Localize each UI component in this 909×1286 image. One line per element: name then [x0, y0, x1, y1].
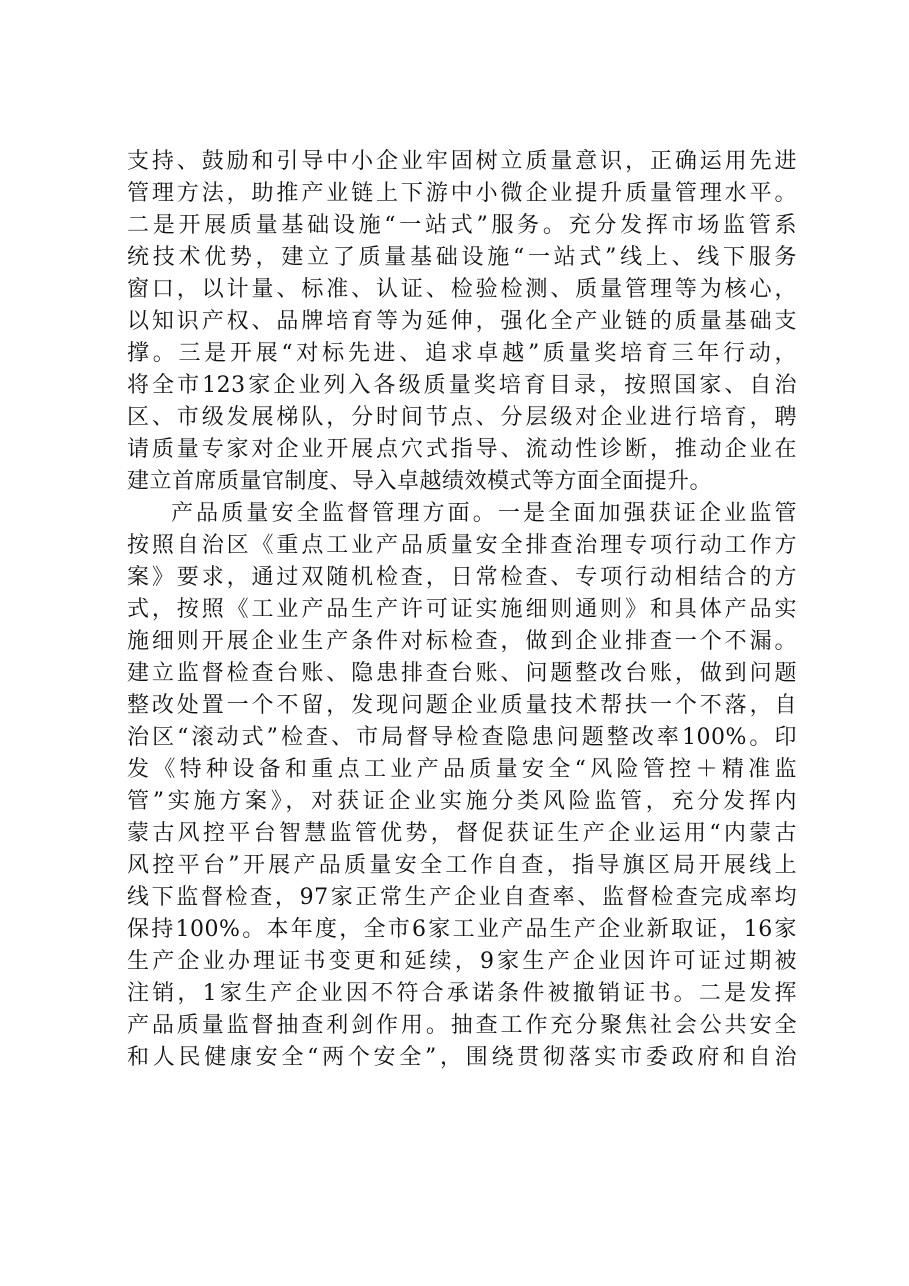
text-line: 生产企业办理证书变更和延续，9家生产企业因许可证过期被: [127, 949, 797, 974]
text-line: 窗口，以计量、标准、认证、检验检测、质量管理等为核心，: [127, 277, 797, 302]
text-line: 统技术优势，建立了质量基础设施“一站式”线上、线下服务: [127, 245, 797, 270]
text-line: 按照自治区《重点工业产品质量安全排查治理专项行动工作方: [127, 533, 797, 558]
text-line: 整改处置一个不留，发现问题企业质量技术帮扶一个不落，自: [127, 693, 797, 718]
text-line: 案》要求，通过双随机检查，日常检查、专项行动相结合的方: [127, 565, 797, 590]
text-line: 蒙古风控平台智慧监管优势，督促获证生产企业运用“内蒙古: [127, 821, 797, 846]
text-line: 将全市123家企业列入各级质量奖培育目录，按照国家、自治: [127, 373, 797, 398]
body-text: [127, 146, 797, 1074]
text-line: 建立监督检查台账、隐患排查台账、问题整改台账，做到问题: [127, 661, 797, 686]
text-line: 发《特种设备和重点工业产品质量安全“风险管控＋精准监: [127, 757, 797, 782]
text-line: 区、市级发展梯队，分时间节点、分层级对企业进行培育，聘: [127, 405, 797, 430]
text-line: 风控平台”开展产品质量安全工作自查，指导旗区局开展线上: [127, 853, 797, 878]
text-line: 撑。三是开展“对标先进、追求卓越”质量奖培育三年行动，: [127, 341, 797, 366]
paragraph-first-line: 产品质量安全监督管理方面。一是全面加强获证企业监管: [171, 501, 797, 526]
text-line: 式，按照《工业产品生产许可证实施细则通则》和具体产品实: [127, 597, 797, 622]
text-line: 产品质量监督抽查利剑作用。抽查工作充分聚焦社会公共安全: [127, 1013, 797, 1038]
text-line: 二是开展质量基础设施“一站式”服务。充分发挥市场监管系: [127, 213, 797, 238]
text-line: 线下监督检查，97家正常生产企业自查率、监督检查完成率均: [127, 885, 797, 910]
text-line: 施细则开展企业生产条件对标检查，做到企业排查一个不漏。: [127, 629, 797, 654]
text-line: 建立首席质量官制度、导入卓越绩效模式等方面全面提升。: [127, 469, 713, 494]
text-line: 注销，1家生产企业因不符合承诺条件被撤销证书。二是发挥: [127, 981, 797, 1006]
text-line: 和人民健康安全“两个安全”，围绕贯彻落实市委政府和自治: [127, 1045, 797, 1070]
text-line: 支持、鼓励和引导中小企业牢固树立质量意识，正确运用先进: [127, 149, 797, 174]
text-line: 管”实施方案》，对获证企业实施分类风险监管，充分发挥内: [127, 789, 797, 814]
text-line: 请质量专家对企业开展点穴式指导、流动性诊断，推动企业在: [127, 437, 797, 462]
text-line: 保持100%。本年度，全市6家工业产品生产企业新取证，16家: [127, 917, 797, 942]
text-line: 治区“滚动式”检查、市局督导检查隐患问题整改率100%。印: [127, 725, 797, 750]
text-line: 以知识产权、品牌培育等为延伸，强化全产业链的质量基础支: [127, 309, 797, 334]
text-line: 管理方法，助推产业链上下游中小微企业提升质量管理水平。: [127, 181, 797, 206]
